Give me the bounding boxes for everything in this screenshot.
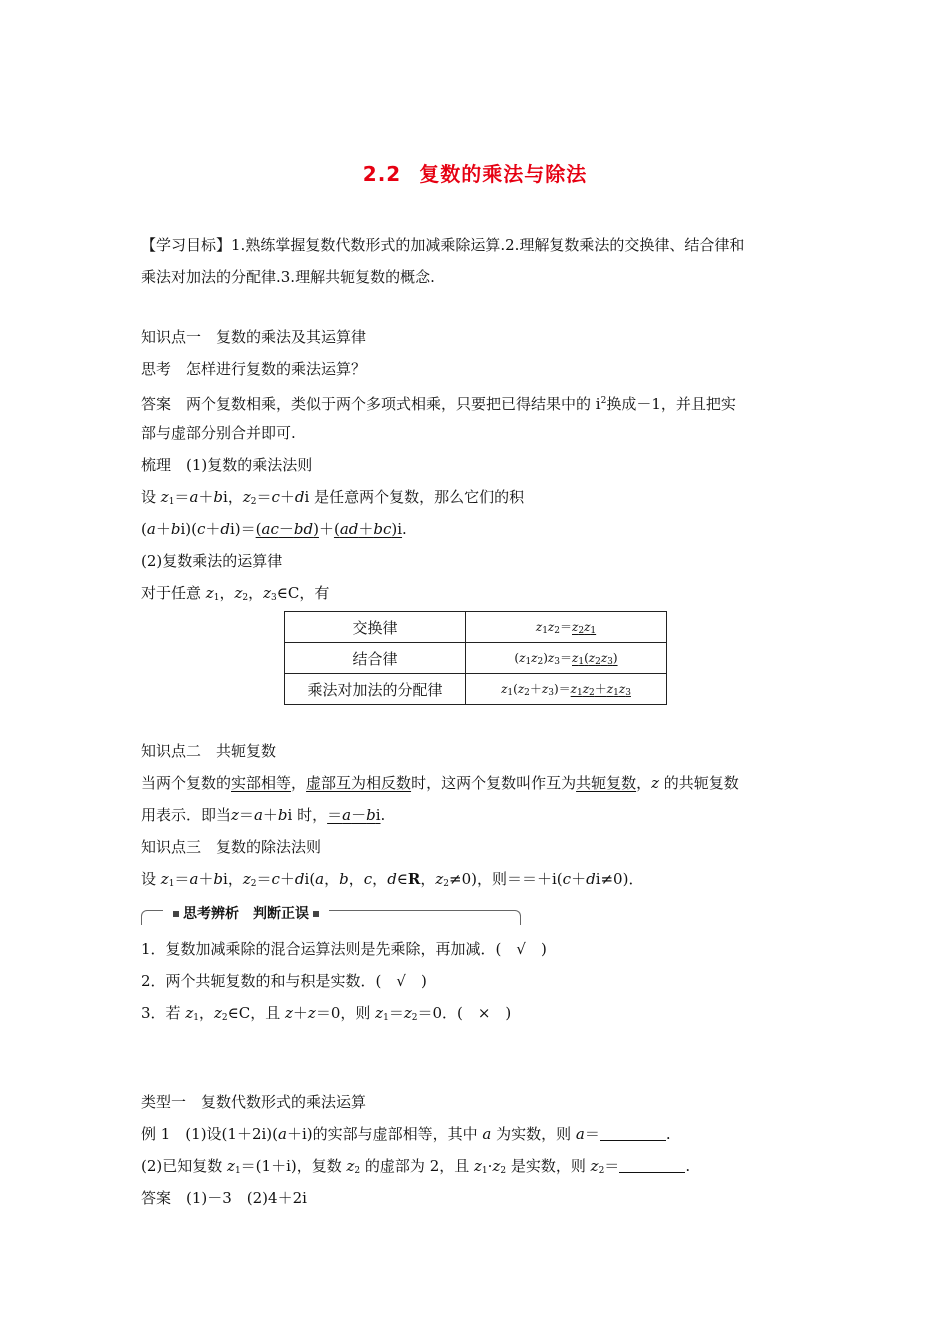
objectives-line-1 <box>141 235 821 255</box>
kp1-answer-1 <box>141 391 821 414</box>
ex1-d: ＝ <box>584 1125 600 1143</box>
ex2-a: (2)已知复数 <box>141 1157 223 1175</box>
judge-item-2: 2．两个共轭复数的和与积是实数．( √ ) <box>141 972 427 990</box>
page-title <box>0 158 950 187</box>
kp1-think: 思考 怎样进行复数的乘法运算？ <box>141 360 367 378</box>
banner-label-a: 思考辨析 <box>183 906 239 922</box>
title-number: 2.2 <box>362 162 402 186</box>
ex2-e: ＝ <box>604 1157 620 1175</box>
example-1-part-1: 例 1 (1)设(1＋2i)(a＋i)的实部与虚部相等，其中 a 为实数，则 a＝ . <box>141 1125 671 1143</box>
kp1-rule-line: 设 $z_1=a+bi$，$z_2=c+di$ 是任意两个复数，那么它们的积 <box>141 488 525 507</box>
think-analysis-banner <box>141 906 521 926</box>
laws-table <box>284 611 667 705</box>
kp1-law-heading: (2)复数乘法的运算律 <box>141 552 283 570</box>
kp1-answer-sup: 2 <box>600 396 607 406</box>
judge3-b: ∈C，且 <box>227 1004 281 1022</box>
square-bullet-icon <box>173 911 179 917</box>
law-formula: $z_1z_2=z_2z_1$ <box>466 612 667 643</box>
ex1-a: 例 1 (1)设(1＋2i)( <box>141 1125 278 1143</box>
banner-label <box>163 903 329 923</box>
law-name: 交换律 <box>285 612 466 643</box>
kp2-answer-imag-opposite: 虚部互为相反数 <box>306 774 412 792</box>
table-row <box>285 643 667 674</box>
kp1-product-formula: (a＋bi)(c＋di)＝(ac－bd)＋(ad＋bc)i. <box>141 520 407 538</box>
kp3-rule-line: 设 $z_1=a+bi$，$z_2=c+di(a$，b，c，d∈R，$z_2\ne 0$)，则＝＝＋i(c＋di≠0)． <box>141 870 644 889</box>
banner-label-b: 判断正误 <box>253 906 309 922</box>
title-text: 复数的乘法与除法 <box>419 162 588 186</box>
judge3-c: ，则 <box>340 1004 371 1022</box>
kp1-answer-2: 部与虚部分别合并即可. <box>141 424 296 442</box>
judge-item-3: 3．若 $z_1$，$z_2\in C$，且 z＋z＝0，则 $z_1=z_2=0$．( × ) <box>141 1004 512 1023</box>
kp2-answer-conjugate: 共轭复数 <box>576 774 637 792</box>
kp2-line-1: 当两个复数的实部相等，虚部互为相反数时，这两个复数叫作互为共轭复数，z 的共轭复数 <box>141 774 739 792</box>
judge-item-1: 1．复数加减乘除的混合运算法则是先乘除，再加减．( √ ) <box>141 940 547 958</box>
ex1-b: ＋i)的实部与虚部相等，其中 <box>286 1125 478 1143</box>
example-1-part-2: (2)已知复数 $z_1=(1+i)$，复数 $z_2$ 的虚部为 2，且 $z_1\cdot z_2$ 是实数，则 $z_2=$ . <box>141 1157 691 1176</box>
kp2-text-a: 当两个复数的 <box>141 774 232 792</box>
judge3-a: 3．若 <box>141 1004 181 1022</box>
table-row <box>285 674 667 705</box>
kp2-text-e: 的共轭复数 <box>663 774 739 792</box>
kp1-rule-text: 是任意两个复数，那么它们的积 <box>314 488 525 506</box>
judge3-d: ．( × ) <box>442 1004 512 1022</box>
kp3-heading: 知识点三 复数的除法法则 <box>141 838 322 856</box>
kp2-text-d: ， <box>636 774 652 792</box>
objectives-text-1: 1.熟练掌握复数代数形式的加减乘除运算.2.理解复数乘法的交换律、结合律和 <box>231 236 745 254</box>
type1-heading: 类型一 复数代数形式的乘法运算 <box>141 1093 367 1111</box>
law-formula: $z_1(z_2+z_3)=z_1z_2+z_1z_3$ <box>466 674 667 705</box>
ex2-b: ＝(1＋i)，复数 <box>240 1157 342 1175</box>
law-name: 乘法对加法的分配律 <box>285 674 466 705</box>
ex2-d: 是实数，则 <box>510 1157 586 1175</box>
square-bullet-icon <box>313 911 319 917</box>
ex1-c: 为实数，则 <box>496 1125 572 1143</box>
kp2-text-c: 时，这两个复数叫作互为 <box>411 774 577 792</box>
kp1-any-line: 对于任意 $z_1$，$z_2$，$z_3\in C$，有 <box>141 584 330 603</box>
objectives-label: 【学习目标】 <box>141 236 232 254</box>
kp1-sort-rule: 梳理 (1)复数的乘法法则 <box>141 456 313 474</box>
example-1-answer: 答案 (1)－3 (2)4＋2i <box>141 1189 307 1207</box>
kp1-heading: 知识点一 复数的乘法及其运算律 <box>141 328 367 346</box>
kp1-any-a: 对于任意 <box>141 584 202 602</box>
objectives-line-2: 乘法对加法的分配律.3.理解共轭复数的概念. <box>141 268 435 286</box>
ex2-c: 的虚部为 2，且 <box>364 1157 470 1175</box>
answer-blank <box>619 1158 685 1173</box>
law-name: 结合律 <box>285 643 466 674</box>
kp2-text-b: ， <box>291 774 307 792</box>
law-formula: $(z_1z_2)z_3=z_1(z_2z_3)$ <box>466 643 667 674</box>
kp1-any-b: ∈C，有 <box>276 584 330 602</box>
kp1-answer-1a: 答案 两个复数相乘，类似于两个多项式相乘，只要把已得结果中的 i <box>141 395 601 413</box>
kp2-answer-real-equal: 实部相等 <box>231 774 292 792</box>
table-row <box>285 612 667 643</box>
kp1-answer-1b: 换成－1，并且把实 <box>606 395 736 413</box>
kp2-line-2: 用表示．即当z＝a＋bi 时，＝a－bi. <box>141 806 386 824</box>
answer-blank <box>600 1126 666 1141</box>
kp2-heading: 知识点二 共轭复数 <box>141 742 277 760</box>
kp2-text-l2a: 用表示．即当 <box>141 806 232 824</box>
kp2-text-l2b: 时， <box>297 806 328 824</box>
